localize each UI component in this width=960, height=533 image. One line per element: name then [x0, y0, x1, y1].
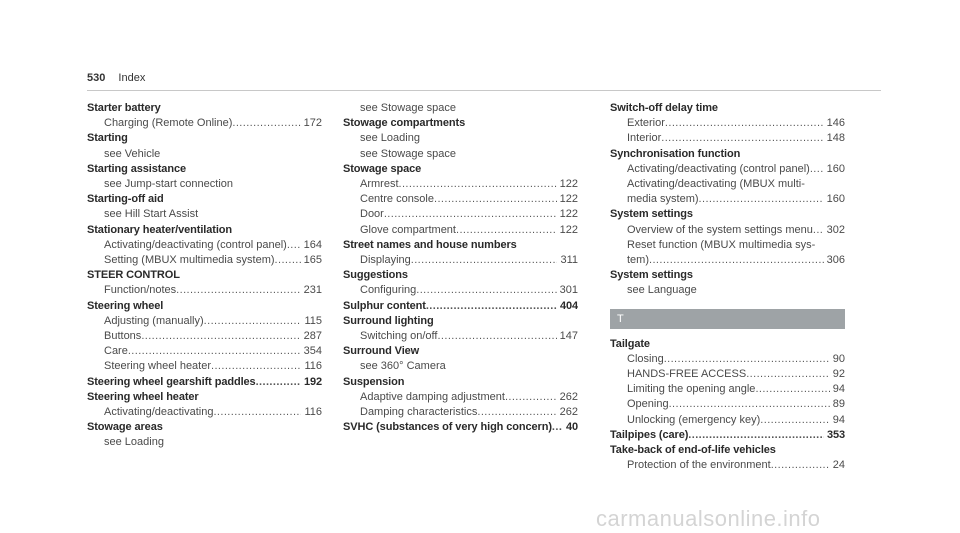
index-heading: Stowage areas: [87, 421, 163, 434]
index-entry: [610, 337, 845, 428]
subentry-text: Charging (Remote Online): [104, 117, 233, 130]
page-ref: 160: [826, 162, 845, 175]
index-entry: [343, 101, 578, 116]
dot-leader: [699, 192, 824, 207]
page-ref: 116: [304, 360, 322, 373]
dot-leader: [437, 329, 556, 344]
index-entry: [343, 162, 578, 238]
page-ref: 311: [560, 254, 578, 267]
subentry-text-wrapped: Reset function (MBUX multimedia sys-: [627, 238, 816, 251]
subentry-text: Limiting the opening angle: [627, 383, 756, 396]
index-subentry[interactable]: [343, 329, 578, 344]
index-subentry[interactable]: [343, 390, 578, 405]
index-subentry[interactable]: [610, 352, 845, 367]
cross-reference[interactable]: see Vehicle: [104, 147, 161, 160]
cross-reference[interactable]: see Stowage space: [360, 147, 457, 160]
index-heading: Surround View: [343, 345, 420, 358]
subentry-text: Interior: [627, 132, 662, 145]
subentry-text: Glove compartment: [360, 223, 456, 236]
page-ref: 89: [832, 398, 845, 411]
dot-leader: [211, 359, 301, 374]
dot-leader: [665, 116, 824, 131]
dot-leader: [661, 131, 823, 146]
cross-reference[interactable]: see 360° Camera: [360, 360, 446, 373]
index-heading: Stationary heater/ventilation: [87, 223, 233, 236]
index-entry: [610, 207, 845, 268]
dot-leader: [384, 207, 557, 222]
index-subentry[interactable]: [610, 192, 845, 207]
page-ref: 164: [303, 238, 322, 251]
index-entry: [343, 375, 578, 421]
index-heading: Tailpipes (care): [610, 428, 689, 441]
page-ref: 148: [826, 132, 845, 145]
index-entry: [343, 314, 578, 344]
dot-leader: [204, 314, 302, 329]
index-heading: Starting-off aid: [87, 193, 164, 206]
index-subentry[interactable]: [343, 405, 578, 420]
cross-reference[interactable]: see Jump-start connection: [104, 178, 234, 191]
dot-leader: [287, 238, 301, 253]
dot-leader: [664, 352, 830, 367]
subentry-text: Buttons: [104, 330, 142, 343]
index-subentry[interactable]: [87, 405, 322, 420]
dot-leader: [426, 299, 557, 314]
page-ref: 301: [559, 284, 578, 297]
index-heading: Suggestions: [343, 269, 408, 282]
dot-leader: [141, 329, 300, 344]
index-heading: Surround lighting: [343, 314, 434, 327]
index-subentry[interactable]: [343, 207, 578, 222]
page-ref: 404: [559, 299, 578, 312]
dot-leader: [810, 162, 824, 177]
index-heading: Suspension: [343, 375, 405, 388]
dot-leader: [176, 283, 300, 298]
dot-leader: [256, 375, 301, 390]
index-entry: [87, 268, 322, 298]
index-subentry[interactable]: [343, 192, 578, 207]
index-heading: Take-back of end-of-life vehicles: [610, 444, 776, 457]
dot-leader: [456, 223, 557, 238]
watermark-logo: carmanualsonline.info: [596, 506, 821, 531]
subentry-text: Adaptive damping adjustment: [360, 390, 505, 403]
page-ref: 122: [559, 193, 578, 206]
index-heading: Synchronisation function: [610, 147, 741, 160]
index-subentry[interactable]: [610, 413, 845, 428]
subentry-text: Displaying: [360, 254, 411, 267]
dot-leader: [434, 192, 557, 207]
page-ref: 302: [826, 223, 845, 236]
index-heading: Sulphur content: [343, 299, 426, 312]
subentry-text: Closing: [627, 352, 664, 365]
page-ref: 306: [826, 254, 845, 267]
index-entry: [343, 268, 578, 298]
page-ref: 353: [826, 428, 845, 441]
index-entry: [87, 420, 322, 450]
index-subentry[interactable]: [87, 344, 322, 359]
cross-reference[interactable]: see Loading: [104, 436, 164, 449]
index-heading-row[interactable]: [610, 428, 845, 443]
dot-leader: [411, 253, 558, 268]
page-ref: 24: [832, 459, 845, 472]
dot-leader: [128, 344, 301, 359]
dot-leader: [649, 253, 824, 268]
index-heading-row[interactable]: [343, 299, 578, 314]
header-divider: [87, 90, 881, 91]
index-subentry[interactable]: [87, 116, 322, 131]
index-heading: Switch-off delay time: [610, 102, 718, 114]
index-entry: [87, 192, 322, 222]
subentry-text: Switching on/off: [360, 330, 438, 343]
page-ref: 90: [832, 352, 845, 365]
index-entry: [610, 268, 845, 298]
dot-leader: [416, 283, 556, 298]
subentry-text: Care: [104, 345, 128, 358]
dot-leader: [477, 405, 556, 420]
index-entry: [87, 299, 322, 375]
index-entry: [343, 299, 578, 314]
index-subentry[interactable]: [343, 283, 578, 298]
index-entry: [610, 443, 845, 473]
page-ref: 354: [303, 345, 322, 358]
page-ref: 262: [559, 406, 578, 419]
index-entry: [343, 116, 578, 162]
subentry-text: Exterior: [627, 117, 665, 130]
subentry-text: Door: [360, 208, 384, 221]
index-entry: [610, 147, 845, 208]
dot-leader: [275, 253, 301, 268]
index-subentry[interactable]: [610, 367, 845, 382]
subentry-text: Unlocking (emergency key): [627, 413, 761, 426]
index-subentry[interactable]: [610, 397, 845, 412]
index-subentry[interactable]: [610, 458, 845, 473]
index-entry: [343, 344, 578, 374]
index-subentry[interactable]: [610, 253, 845, 268]
cross-reference[interactable]: see Language: [627, 284, 697, 297]
page-ref: 92: [832, 368, 845, 381]
index-subentry[interactable]: [610, 223, 845, 238]
index-subentry[interactable]: [87, 314, 322, 329]
dot-leader: [669, 397, 830, 412]
page-ref: 172: [303, 117, 322, 130]
index-heading: System settings: [610, 208, 693, 221]
index-heading: Stowage compartments: [343, 117, 466, 130]
index-subentry[interactable]: [87, 253, 322, 268]
subentry-text: Configuring: [360, 284, 417, 297]
subentry-text: Activating/deactivating: [104, 406, 214, 419]
subentry-text: tem): [627, 254, 649, 267]
index-heading: Starting: [87, 132, 128, 145]
index-heading: SVHC (substances of very high concern): [343, 421, 552, 434]
subentry-text: Centre console: [360, 193, 434, 206]
page-ref: 160: [826, 193, 845, 206]
dot-leader: [755, 382, 829, 397]
subentry-text: Armrest: [360, 178, 399, 191]
index-subentry[interactable]: [610, 162, 845, 177]
cross-reference[interactable]: see Stowage space: [360, 102, 457, 114]
index-entry: [343, 238, 578, 268]
subentry-text: Activating/deactivating (control panel): [627, 162, 810, 175]
subentry-text: Function/notes: [104, 284, 177, 297]
index-heading: Tailgate: [610, 337, 650, 350]
page-ref: 94: [832, 383, 845, 396]
index-entry: [87, 375, 322, 390]
page-ref: 115: [304, 314, 322, 327]
index-heading: Street names and house numbers: [343, 238, 517, 251]
page-ref: 146: [826, 117, 845, 130]
page-ref: 94: [832, 413, 845, 426]
index-heading: System settings: [610, 269, 693, 282]
index-letter-header: T: [610, 309, 845, 329]
page-ref: 262: [559, 390, 578, 403]
subentry-text: Protection of the environment: [627, 459, 771, 472]
dot-leader: [813, 223, 824, 238]
page-ref: 116: [304, 406, 322, 419]
subentry-text: Damping characteristics: [360, 406, 478, 419]
page-number: 530: [87, 72, 106, 84]
index-subentry[interactable]: [343, 223, 578, 238]
index-entry: [87, 223, 322, 269]
subentry-text: Activating/deactivating (control panel): [104, 238, 287, 251]
page-ref: 122: [559, 223, 578, 236]
page-ref: 122: [559, 178, 578, 191]
index-subentry[interactable]: [610, 131, 845, 146]
page-ref: 165: [303, 254, 322, 267]
index-subentry[interactable]: [343, 177, 578, 192]
index-heading: Steering wheel: [87, 299, 164, 312]
cross-reference[interactable]: see Hill Start Assist: [104, 208, 199, 221]
index-entry: [343, 420, 578, 435]
index-subentry[interactable]: [87, 283, 322, 298]
dot-leader: [760, 413, 829, 428]
dot-leader: [399, 177, 557, 192]
index-column-3: [610, 101, 845, 473]
subentry-text: Opening: [627, 398, 669, 411]
page-header: [87, 72, 145, 84]
index-entry: [87, 101, 322, 131]
dot-leader: [746, 367, 830, 382]
dot-leader: [213, 405, 301, 420]
index-subentry[interactable]: [87, 329, 322, 344]
page-ref: 122: [559, 208, 578, 221]
index-heading-row[interactable]: [87, 375, 322, 390]
dot-leader: [232, 116, 300, 131]
subentry-text: Overview of the system settings menu: [627, 223, 813, 236]
page-ref: 40: [565, 421, 578, 434]
subentry-text-wrapped: Activating/deactivating (MBUX multi-: [627, 178, 805, 191]
cross-reference[interactable]: see Loading: [360, 132, 420, 145]
subentry-text: HANDS-FREE ACCESS: [627, 368, 747, 381]
index-column-2: [343, 101, 578, 435]
index-heading-row[interactable]: [343, 420, 578, 435]
subentry-text: media system): [627, 193, 699, 206]
index-heading: Steering wheel gearshift paddles: [87, 375, 256, 388]
page-ref: 231: [303, 284, 322, 297]
section-title: Index: [118, 72, 146, 84]
index-heading: STEER CONTROL: [87, 269, 180, 282]
index-entry: [87, 162, 322, 192]
subentry-text: Steering wheel heater: [104, 360, 212, 373]
index-subentry[interactable]: [87, 359, 322, 374]
subentry-text: Adjusting (manually): [104, 314, 204, 327]
dot-leader: [552, 420, 563, 435]
index-subentry[interactable]: [343, 253, 578, 268]
dot-leader: [688, 428, 824, 443]
dot-leader: [771, 458, 830, 473]
index-heading: Stowage space: [343, 162, 422, 175]
index-entry: [610, 101, 845, 147]
index-heading: Starting assistance: [87, 162, 186, 175]
dot-leader: [505, 390, 557, 405]
index-entry: [87, 131, 322, 161]
page-ref: 287: [303, 330, 322, 343]
subentry-text: Setting (MBUX multimedia system): [104, 254, 275, 267]
index-subentry[interactable]: [87, 238, 322, 253]
page-ref: 147: [559, 330, 578, 343]
index-heading: Steering wheel heater: [87, 390, 199, 403]
index-heading: Starter battery: [87, 102, 161, 114]
index-subentry[interactable]: [610, 382, 845, 397]
index-entry: [87, 390, 322, 420]
index-subentry[interactable]: [610, 116, 845, 131]
page-ref: 192: [303, 375, 322, 388]
index-column-1: [87, 101, 322, 451]
index-entry: [610, 428, 845, 443]
